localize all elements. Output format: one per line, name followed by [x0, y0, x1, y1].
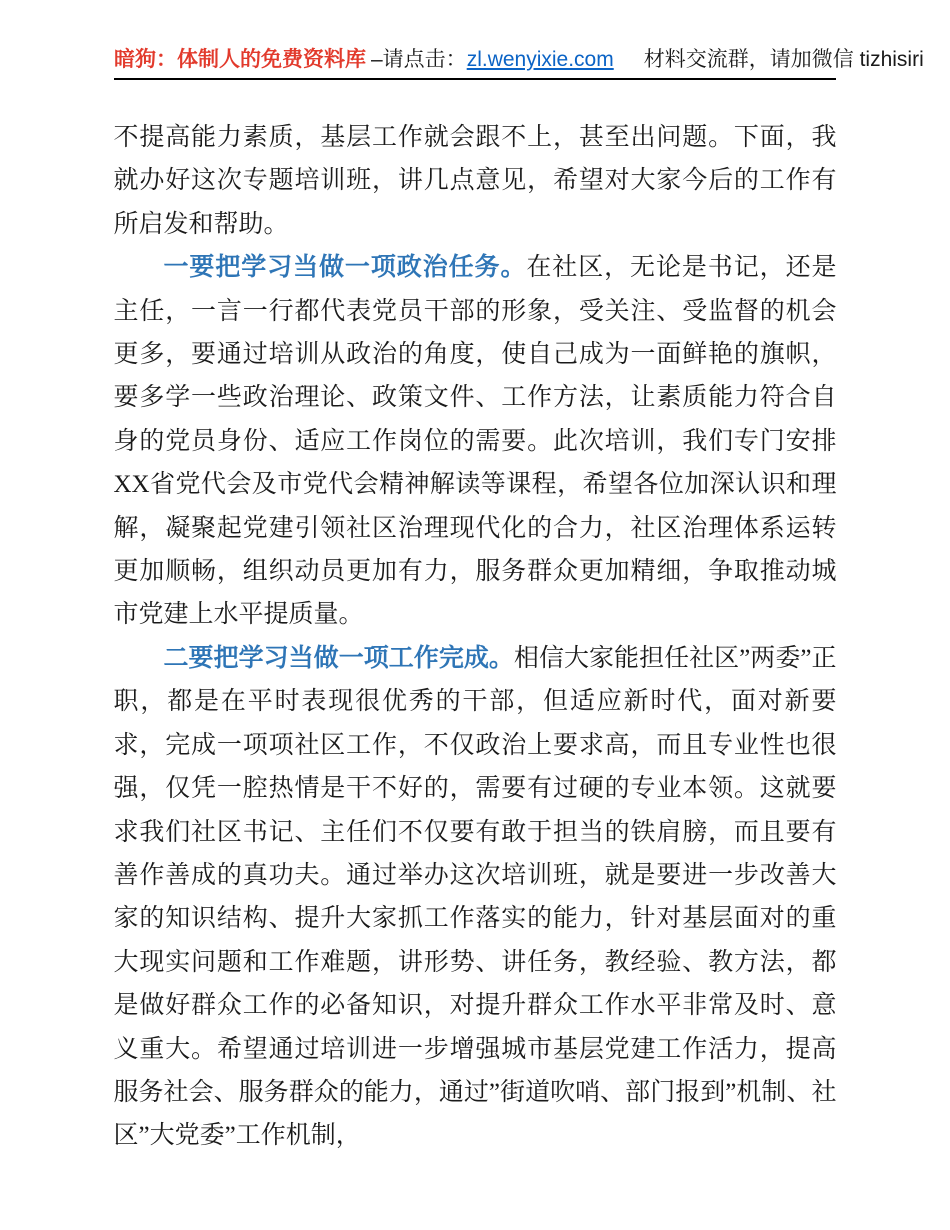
- paragraph-text: 不提高能力素质，基层工作就会跟不上，甚至出问题。下面，我就办好这次专题培训班，讲几点意见，希望对大家今后的工作有所启发和帮助。: [113, 124, 837, 238]
- header-link[interactable]: zl.wenyixie.com: [466, 48, 614, 71]
- header-contact-text: 材料交流群，请加微信 tizhisiri: [643, 48, 924, 71]
- page-header: [114, 0, 924, 80]
- header-click-hint: –请点击：: [371, 48, 467, 71]
- paragraph-lead: 二要把学习当做一项工作完成。: [163, 644, 514, 672]
- document-body: [114, 116, 837, 1158]
- header-rule: [114, 78, 836, 80]
- header-brand-text: 暗狗：体制人的免费资料库: [114, 48, 366, 71]
- paragraph: [114, 116, 837, 246]
- paragraph: [114, 246, 837, 637]
- paragraph: [114, 637, 837, 1158]
- header-text-line: [114, 47, 924, 73]
- paragraph-text: 在社区，无论是书记，还是主任，一言一行都代表党员干部的形象，受关注、受监督的机会更多，要通过培训从政治的角度，使自己成为一面鲜艳的旗帜，要多学一些政治理论、政策文件、工作方法，让素质能力符合自身的党员身份、适应工作岗位的需要。此次培训，我们专门安排XX省党代会及市党代会精神解读等课程，希望各位加深认识和理解，凝聚起党建引领社区治理现代化的合力，社区治理体系运转更加顺畅，组织动员更加有力，服务群众更加精细，争取推动城市党建上水平提质量。: [113, 254, 837, 629]
- paragraph-text: 相信大家能担任社区”两委”正职，都是在平时表现很优秀的干部，但适应新时代，面对新要求，完成一项项社区工作，不仅政治上要求高，而且专业性也很强，仅凭一腔热情是干不好的，需要有过硬的专业本领。这就要求我们社区书记、主任们不仅要有敢于担当的铁肩膀，而且要有善作善成的真功夫。通过举办这次培训班，就是要进一步改善大家的知识结构、提升大家抓工作落实的能力，针对基层面对的重大现实问题和工作难题，讲形势、讲任务，教经验、教方法，都是做好群众工作的必备知识，对提升群众工作水平非常及时、意义重大。希望通过培训进一步增强城市基层党建工作活力，提高服务社会、服务群众的能力，通过”街道吹哨、部门报到”机制、社区”大党委”工作机制，: [113, 644, 837, 1150]
- paragraph-lead: 一要把学习当做一项政治任务。: [163, 254, 527, 282]
